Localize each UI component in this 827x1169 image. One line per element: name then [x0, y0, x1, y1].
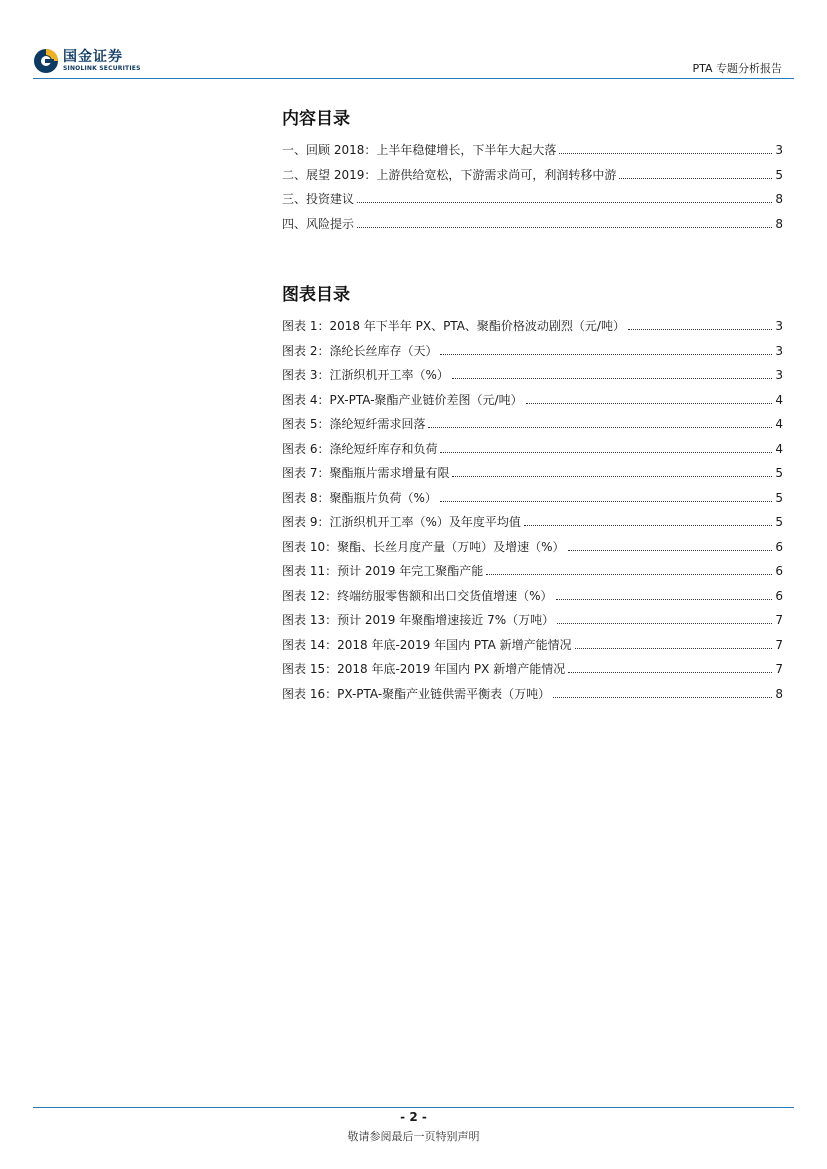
figure-entry[interactable]: [282, 343, 783, 368]
toc-entry-title: 四、风险提示: [282, 216, 355, 231]
page-number: - 2 -: [400, 1110, 427, 1124]
logo-chinese-name: 国金证券: [63, 49, 123, 65]
sinolink-logo-icon: [33, 48, 59, 74]
figure-entry[interactable]: [282, 539, 783, 564]
toc-entry-page: 8: [775, 686, 783, 701]
header-divider: [33, 78, 794, 79]
figures-list: [282, 318, 783, 710]
contents-list: [282, 142, 783, 240]
toc-entry-page: 5: [775, 515, 783, 529]
dot-leader: [526, 403, 773, 404]
figure-entry[interactable]: [282, 465, 783, 490]
toc-entry-title: 图表 3：江浙织机开工率（%）: [282, 368, 449, 382]
contents-entry[interactable]: [282, 167, 783, 192]
toc-entry-page: 3: [775, 143, 783, 157]
toc-entry-page: 4: [775, 441, 783, 456]
figure-entry[interactable]: [282, 612, 783, 637]
toc-entry-title: 图表 2：涤纶长丝库存（天）: [282, 343, 438, 358]
figure-entry[interactable]: [282, 637, 783, 662]
logo-english-name: SINOLINK SECURITIES: [63, 65, 141, 72]
toc-entry-page: 5: [775, 167, 783, 182]
toc-entry-page: 5: [775, 466, 783, 480]
dot-leader: [619, 178, 772, 179]
contents-section: [282, 108, 783, 240]
toc-entry-page: 6: [775, 588, 783, 603]
dot-leader: [428, 427, 772, 428]
toc-entry-page: 3: [775, 343, 783, 358]
toc-entry-title: 三、投资建议: [282, 192, 355, 206]
company-logo: [33, 46, 141, 76]
toc-entry-page: 3: [775, 319, 783, 333]
figure-entry[interactable]: [282, 563, 783, 588]
dot-leader: [553, 697, 772, 698]
toc-entry-title: 图表 12：终端纺服零售额和出口交货值增速（%）: [282, 588, 553, 603]
report-title: PTA 专题分析报告: [692, 62, 782, 75]
toc-entry-page: 7: [775, 662, 783, 676]
dot-leader: [568, 672, 772, 673]
toc-entry-page: 4: [775, 392, 783, 407]
figure-entry[interactable]: [282, 588, 783, 613]
dot-leader: [556, 599, 773, 600]
dot-leader: [440, 354, 772, 355]
figure-entry[interactable]: [282, 441, 783, 466]
toc-entry-title: 图表 11：预计 2019 年完工聚酯产能: [282, 564, 484, 578]
figure-entry[interactable]: [282, 392, 783, 417]
dot-leader: [628, 329, 772, 330]
contents-heading: 内容目录: [282, 109, 350, 129]
dot-leader: [559, 153, 772, 154]
toc-entry-title: 图表 16：PX-PTA-聚酯产业链供需平衡表（万吨）: [282, 686, 551, 701]
dot-leader: [440, 501, 773, 502]
toc-entry-page: 4: [775, 417, 783, 431]
figure-entry[interactable]: [282, 514, 783, 539]
footer-divider: [33, 1107, 794, 1108]
figure-entry[interactable]: [282, 318, 783, 343]
toc-entry-page: 5: [775, 490, 783, 505]
toc-entry-title: 图表 13：预计 2019 年聚酯增速接近 7%（万吨）: [282, 613, 555, 627]
toc-entry-title: 图表 9：江浙织机开工率（%）及年度平均值: [282, 515, 521, 529]
dot-leader: [486, 574, 772, 575]
toc-entry-title: 图表 10：聚酯、长丝月度产量（万吨）及增速（%）: [282, 539, 565, 554]
toc-entry-title: 图表 8：聚酯瓶片负荷（%）: [282, 490, 437, 505]
figure-entry[interactable]: [282, 416, 783, 441]
toc-entry-title: 图表 1：2018 年下半年 PX、PTA、聚酯价格波动剧烈（元/吨）: [282, 319, 625, 333]
dot-leader: [452, 476, 772, 477]
toc-entry-page: 7: [775, 613, 783, 627]
toc-entry-page: 8: [775, 192, 783, 206]
toc-entry-page: 8: [775, 216, 783, 231]
toc-entry-title: 图表 7：聚酯瓶片需求增量有限: [282, 466, 450, 480]
toc-entry-title: 二、展望 2019：上游供给宽松，下游需求尚可，利润转移中游: [282, 167, 617, 182]
dot-leader: [568, 550, 773, 551]
contents-entry[interactable]: [282, 191, 783, 216]
figures-section: [282, 284, 783, 710]
page-header: [0, 0, 827, 80]
toc-entry-page: 6: [775, 564, 783, 578]
dot-leader: [357, 227, 772, 228]
figure-entry[interactable]: [282, 661, 783, 686]
contents-entry[interactable]: [282, 142, 783, 167]
toc-entry-page: 6: [775, 539, 783, 554]
dot-leader: [357, 202, 772, 203]
toc-entry-page: 3: [775, 368, 783, 382]
figure-entry[interactable]: [282, 490, 783, 515]
toc-entry-title: 图表 5：涤纶短纤需求回落: [282, 417, 426, 431]
toc-entry-title: 图表 4：PX-PTA-聚酯产业链价差图（元/吨）: [282, 392, 523, 407]
dot-leader: [452, 378, 773, 379]
dot-leader: [524, 525, 773, 526]
dot-leader: [440, 452, 772, 453]
toc-entry-title: 图表 15：2018 年底-2019 年国内 PX 新增产能情况: [282, 662, 566, 676]
dot-leader: [557, 623, 772, 624]
dot-leader: [575, 648, 773, 649]
figure-entry[interactable]: [282, 367, 783, 392]
disclaimer-note: 敬请参阅最后一页特别声明: [347, 1130, 480, 1143]
figures-heading: 图表目录: [282, 285, 350, 305]
figure-entry[interactable]: [282, 686, 783, 711]
toc-entry-title: 图表 14：2018 年底-2019 年国内 PTA 新增产能情况: [282, 637, 572, 652]
toc-entry-title: 一、回顾 2018：上半年稳健增长，下半年大起大落: [282, 143, 557, 157]
toc-entry-title: 图表 6：涤纶短纤库存和负荷: [282, 441, 438, 456]
contents-entry[interactable]: [282, 216, 783, 241]
toc-entry-page: 7: [775, 637, 783, 652]
